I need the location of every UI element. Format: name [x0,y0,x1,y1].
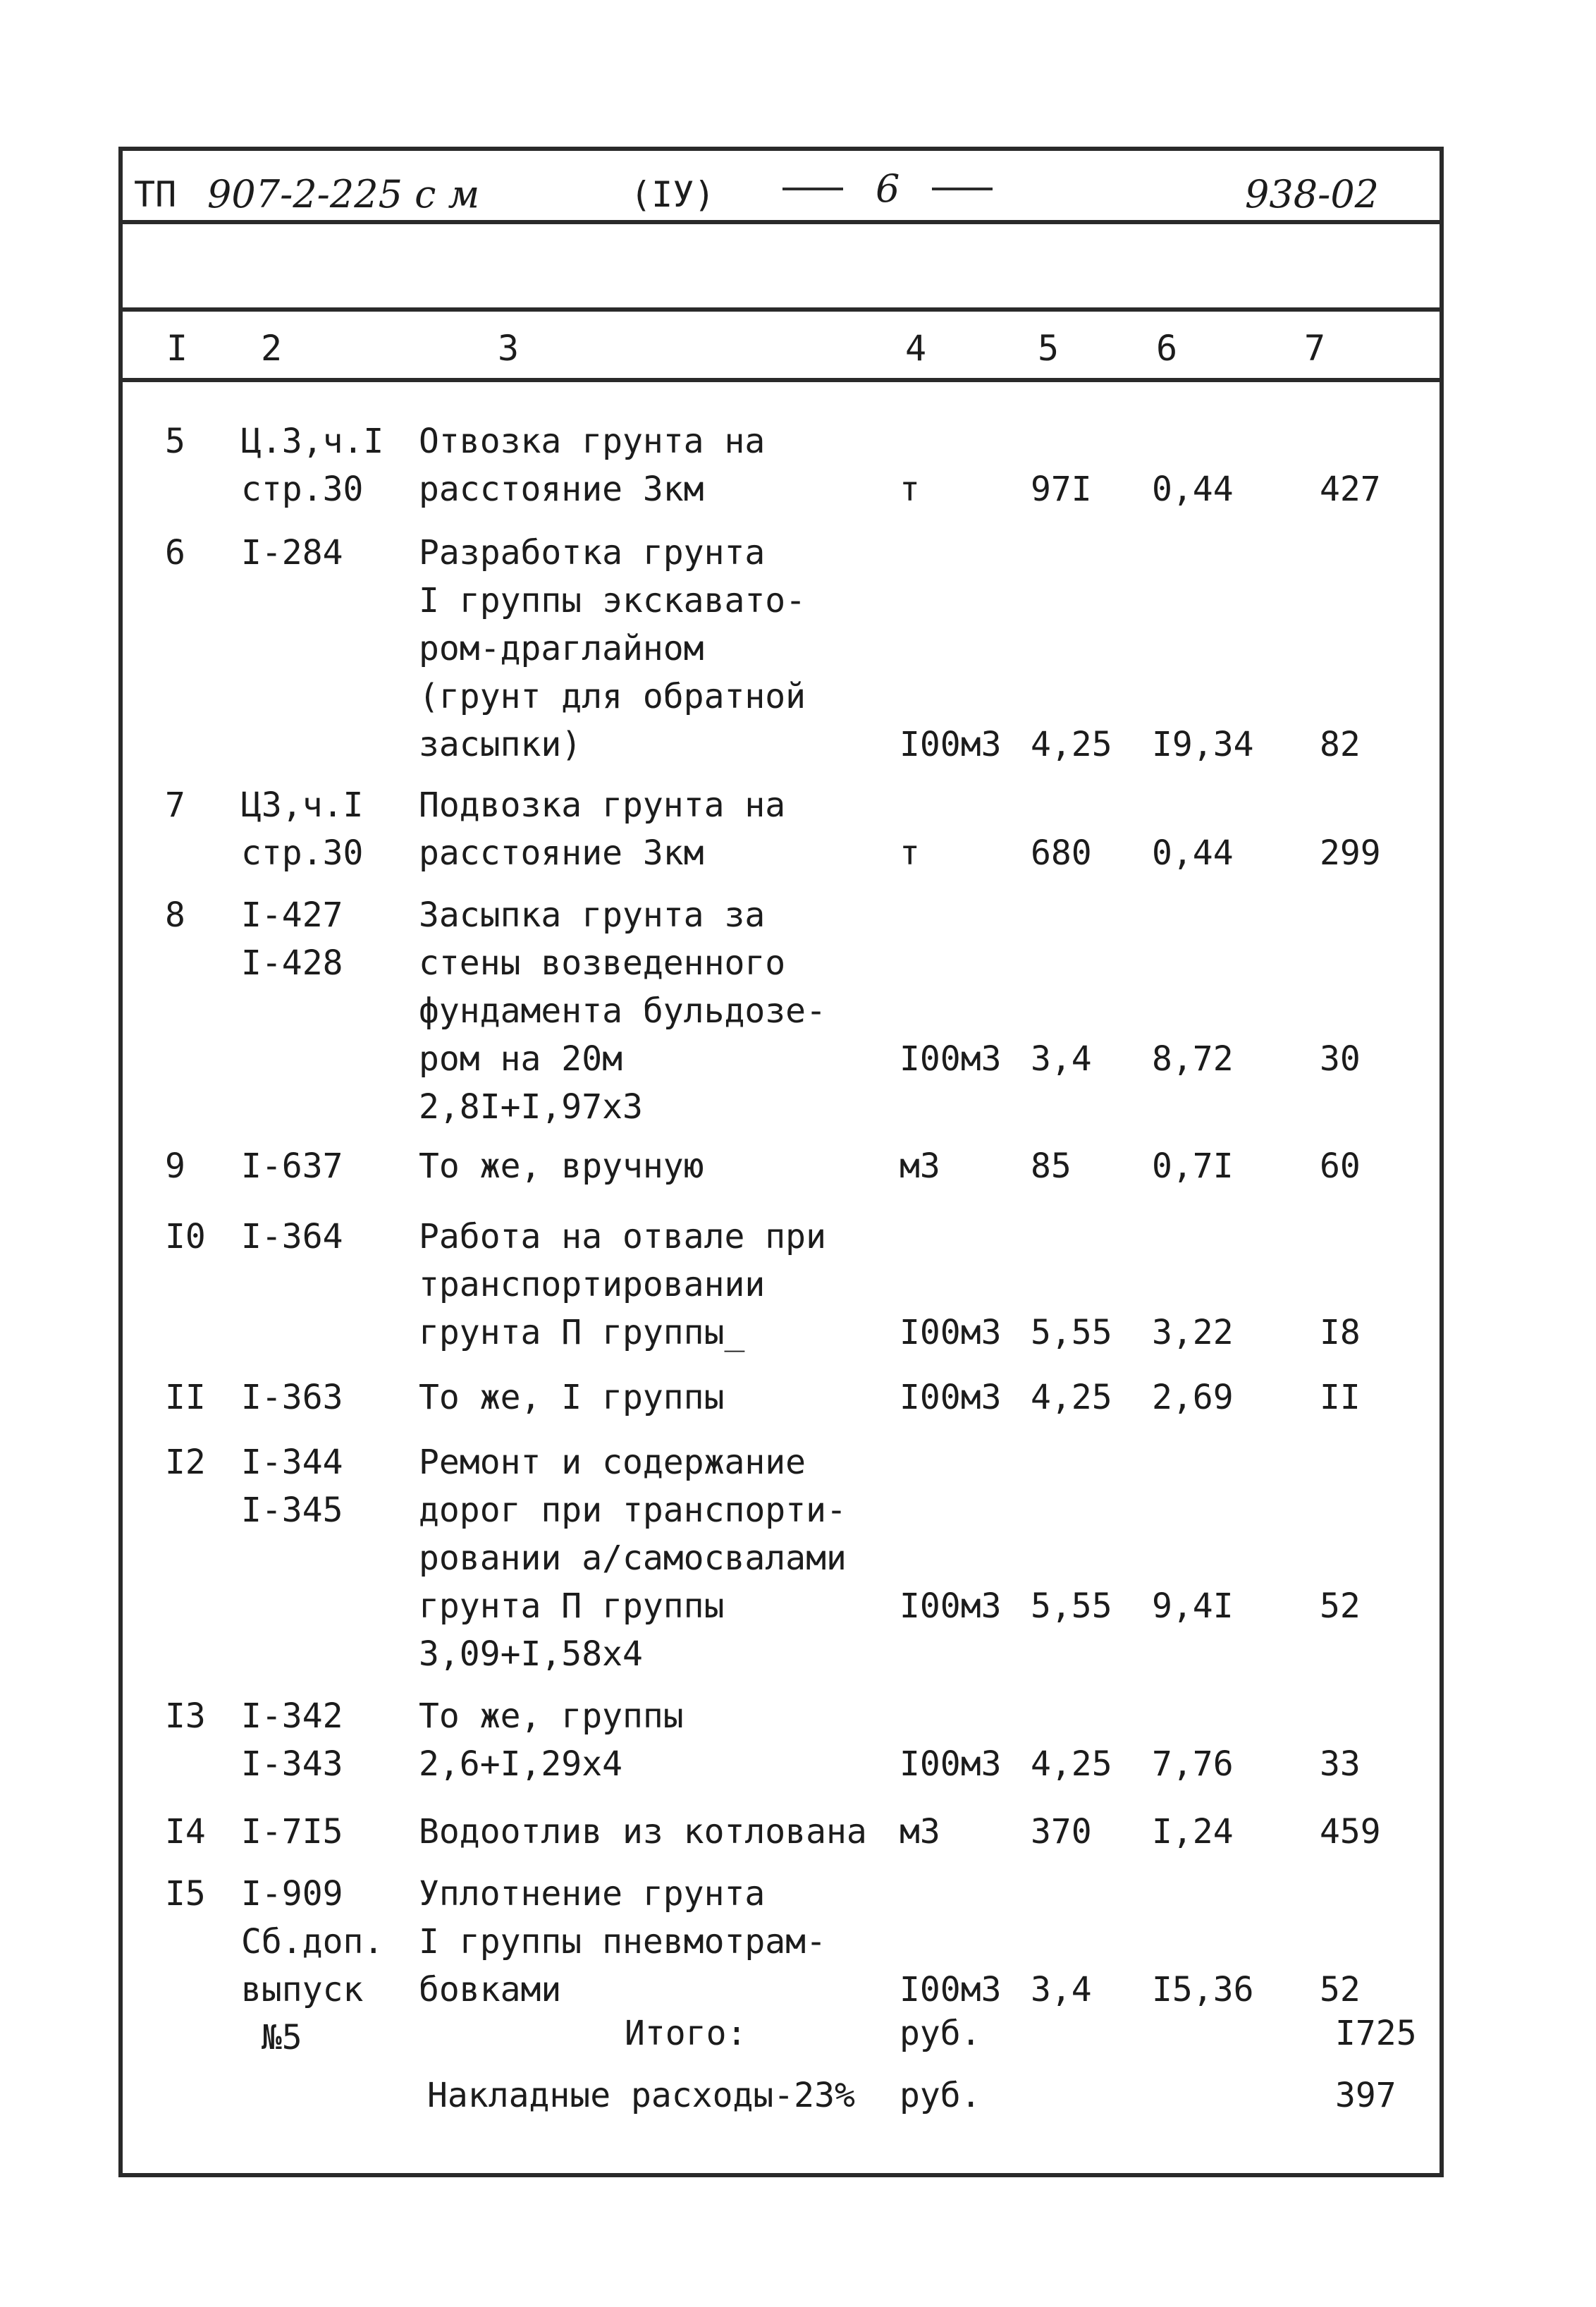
col-header-3: 3 [498,328,520,369]
row-number: I4 [165,1812,206,1852]
work-description-line: 3,09+I,58х4 [419,1634,643,1674]
rate-code [241,1808,343,1856]
project-code: 907-2-225 с м [207,172,480,216]
work-description-line: То же, I группы [419,1378,725,1417]
total-cost: 299 [1320,833,1381,873]
rate-code-line: I-344 [241,1443,343,1482]
rate-code-line: Сб.доп. [241,1922,384,1962]
unit: I00м3 [900,1039,1002,1079]
work-description-line: Уплотнение грунта [419,1874,766,1914]
work-description-line: То же, вручную [419,1146,704,1186]
unit-price: 0,44 [1152,470,1234,509]
rate-code-line: стр.30 [241,833,364,873]
quantity: 97I [1031,470,1092,509]
work-description-line: 2,6+I,29х4 [419,1744,622,1784]
work-description [419,891,826,1131]
total-cost: II [1320,1378,1361,1417]
rate-code-line: Ц3,ч.I [241,785,364,825]
work-description-line: Водоотлив из котлована [419,1812,867,1852]
subtotal-label: Итого: [625,2014,747,2053]
rate-code [241,891,343,987]
total-cost: 459 [1320,1812,1381,1852]
document-frame [118,147,1444,2177]
rate-code-line: I-364 [241,1217,343,1256]
work-description-line: транспортировании [419,1265,766,1304]
rate-code-line: I-637 [241,1146,343,1186]
doc-prefix: ТП [134,174,177,215]
quantity: 4,25 [1031,725,1112,764]
table-row [123,891,1440,1131]
rate-code-line: I-7I5 [241,1812,343,1852]
rate-code-line: I-343 [241,1744,343,1784]
rate-code [241,529,343,577]
table-row [123,1808,1440,1856]
overhead-unit: руб. [900,2076,981,2115]
row-number: 6 [165,533,185,573]
unit-price: 9,4I [1152,1586,1234,1626]
work-description-line: грунта П группы_ [419,1313,745,1352]
table-row [123,781,1440,877]
work-description-line: ром-драглайном [419,629,704,668]
work-description-line: Работа на отвале при [419,1217,826,1256]
unit: I00м3 [900,1313,1002,1352]
row-number: 9 [165,1146,185,1186]
blank-band [123,224,1440,312]
work-description-line: 2,8I+I,97х3 [419,1087,643,1127]
col-header-5: 5 [1038,328,1060,369]
document-number: 938-02 [1245,172,1380,216]
work-description-line: Засыпка грунта за [419,895,766,935]
unit: I00м3 [900,1378,1002,1417]
rate-code-line: I-284 [241,533,343,573]
page-number: 6 [876,166,900,211]
work-description-line: (грунт для обратной [419,677,806,716]
work-description-line: расстояние 3км [419,833,704,873]
quantity: 370 [1031,1812,1092,1852]
unit-price: 2,69 [1152,1378,1234,1417]
rate-code [241,1870,383,2062]
table-row [123,529,1440,769]
total-cost: 427 [1320,470,1381,509]
work-description [419,1142,704,1190]
work-description-line: ром на 20м [419,1039,622,1079]
work-description-line: Подвозка грунта на [419,785,786,825]
total-cost: 52 [1320,1586,1361,1626]
work-description-line: грунта П группы [419,1586,725,1626]
work-description-line: То же, группы [419,1696,684,1736]
rate-code [241,417,383,513]
overhead-label: Накладные расходы-23% [427,2076,855,2115]
work-description-line: дорог при транспорти- [419,1491,847,1530]
unit: м3 [900,1812,940,1852]
work-description [419,1373,724,1421]
column-header-row [123,312,1440,382]
row-number: 7 [165,785,185,825]
col-header-1: I [166,328,188,369]
quantity: 5,55 [1031,1313,1112,1352]
unit: I00м3 [900,1970,1002,2009]
dash-right [932,188,993,190]
rate-code-line: I-428 [241,943,343,983]
table-row [123,1142,1440,1190]
col-header-6: 6 [1156,328,1178,369]
rate-code [241,1213,343,1261]
work-description [419,1808,867,1856]
dash-left [782,188,843,190]
rate-code-line: I-345 [241,1491,343,1530]
rate-code [241,1373,343,1421]
rate-code [241,1438,343,1534]
row-number: I2 [165,1443,206,1482]
unit: т [900,833,920,873]
work-description [419,417,765,513]
work-description-line: I группы пневмотрам- [419,1922,826,1962]
row-number: I0 [165,1217,206,1256]
unit-price: 7,76 [1152,1744,1234,1784]
rate-code [241,781,363,877]
work-description [419,1438,847,1678]
unit: м3 [900,1146,940,1186]
total-cost: 33 [1320,1744,1361,1784]
subtotal-value: I725 [1335,2014,1417,2053]
work-description-line: ровании а/самосвалами [419,1538,847,1578]
work-description-line: расстояние 3км [419,470,704,509]
quantity: 680 [1031,833,1092,873]
total-cost: 60 [1320,1146,1361,1186]
rate-code-line: Ц.3,ч.I [241,422,384,461]
quantity: 4,25 [1031,1378,1112,1417]
total-cost: 52 [1320,1970,1361,2009]
row-number: II [165,1378,206,1417]
work-description [419,1213,826,1357]
col-header-2: 2 [261,328,283,369]
table-row [123,1373,1440,1421]
row-number: I3 [165,1696,206,1736]
quantity: 5,55 [1031,1586,1112,1626]
unit-price: I,24 [1152,1812,1234,1852]
col-header-4: 4 [905,328,927,369]
unit-price: 0,7I [1152,1146,1234,1186]
work-description-line: бовками [419,1970,562,2009]
rate-code-line: выпуск [241,1970,364,2009]
table-row [123,1213,1440,1357]
document-header [123,151,1440,224]
total-cost: I8 [1320,1313,1361,1352]
work-description-line: стены возведенного [419,943,786,983]
unit: I00м3 [900,1744,1002,1784]
table-row [123,417,1440,513]
col-header-7: 7 [1304,328,1326,369]
quantity: 4,25 [1031,1744,1112,1784]
work-description-line: фундамента бульдозе- [419,991,826,1031]
total-cost: 30 [1320,1039,1361,1079]
work-description [419,1870,826,2014]
quantity: 3,4 [1031,1970,1092,2009]
work-description [419,1692,684,1788]
total-cost: 82 [1320,725,1361,764]
rate-code-line: I-909 [241,1874,343,1914]
rate-code-line: I-427 [241,895,343,935]
work-description [419,781,785,877]
rate-code-line: №5 [241,2018,302,2057]
rate-code-line: стр.30 [241,470,364,509]
row-number: 5 [165,422,185,461]
work-description-line: Разработка грунта [419,533,766,573]
row-number: 8 [165,895,185,935]
work-description-line: Ремонт и содержание [419,1443,806,1482]
unit: т [900,470,920,509]
quantity: 85 [1031,1146,1072,1186]
row-number: I5 [165,1874,206,1914]
unit-price: 0,44 [1152,833,1234,873]
work-description-line: засыпки) [419,725,582,764]
unit-price: 3,22 [1152,1313,1234,1352]
table-row [123,1438,1440,1678]
rate-code [241,1142,343,1190]
unit-price: I9,34 [1152,725,1254,764]
subtotal-unit: руб. [900,2014,981,2053]
volume-number: (IУ) [630,174,716,215]
rate-code-line: I-363 [241,1378,343,1417]
work-description [419,529,806,769]
work-description-line: I группы экскавато- [419,581,806,620]
quantity: 3,4 [1031,1039,1092,1079]
unit-price: 8,72 [1152,1039,1234,1079]
unit: I00м3 [900,1586,1002,1626]
work-description-line: Отвозка грунта на [419,422,766,461]
unit-price: I5,36 [1152,1970,1254,2009]
table-row [123,1692,1440,1788]
rate-code [241,1692,343,1788]
unit: I00м3 [900,725,1002,764]
overhead-value: 397 [1335,2076,1396,2115]
rate-code-line: I-342 [241,1696,343,1736]
table-row [123,1870,1440,2062]
